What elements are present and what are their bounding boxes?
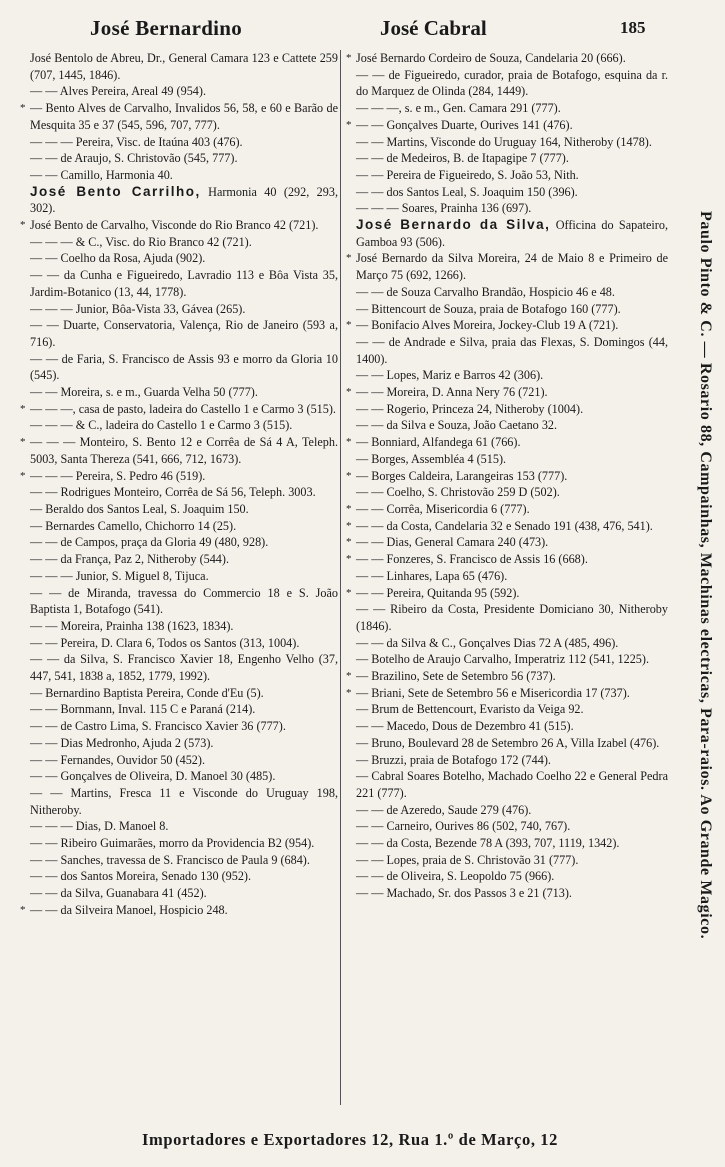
directory-entry [346, 885, 668, 902]
directory-entry [346, 367, 668, 384]
entry-text: — — Martins, Fresca 11 e Visconde do Uruguay 198, Nitheroby. [30, 785, 338, 817]
directory-entry [20, 150, 338, 167]
entry-text: — Bonniard, Alfandega 61 (766). [356, 435, 521, 450]
entry-text: — — Rogerio, Princeza 24, Nitheroby (1004). [356, 401, 584, 416]
entry-text: — — dos Santos Moreira, Senado 130 (952). [30, 869, 252, 884]
entry-text: — — Martins, Visconde do Uruguay 164, Nitheroby (1478). [356, 134, 652, 149]
directory-entry [20, 685, 338, 702]
entry-text: — — Gonçalves Duarte, Ourives 141 (476). [356, 117, 573, 132]
entry-text: — Bento Alves de Carvalho, Invalidos 56, 58, e 60 e Barão de Mesquita 35 e 37 (545, 596, 707, 777). [30, 101, 338, 132]
directory-entry [346, 735, 668, 752]
entry-text: — — da Cunha e Figueiredo, Lavradio 113 e Bôa Vista 35, Jardim-Botanico (13, 44, 1778). [30, 268, 338, 299]
directory-entry [20, 100, 338, 133]
directory-entry [346, 668, 668, 685]
entry-marker: * [20, 903, 26, 916]
directory-entry [20, 401, 338, 418]
entry-marker: * [346, 519, 352, 532]
entry-text: — — de Araujo, S. Christovão (545, 777). [30, 151, 238, 166]
entry-text: — — de Faria, S. Francisco de Assis 93 e morro da Gloria 10 (545). [30, 351, 338, 383]
entry-text: — — da Silveira Manoel, Hospicio 248. [30, 902, 228, 917]
entry-text: — Bittencourt de Souza, praia de Botafogo 160 (777). [356, 301, 621, 316]
entry-text: — — Pereira, D. Clara 6, Todos os Santos (313, 1004). [30, 635, 300, 650]
entry-text: — — —, casa de pasto, ladeira do Castello 1 e Carmo 3 (515). [30, 401, 336, 416]
entry-text: — — Linhares, Lapa 65 (476). [356, 568, 508, 583]
entry-text: — — Bornmann, Inval. 115 C e Paraná (214). [30, 702, 256, 717]
entry-text: José Bernardo da Silva Moreira, 24 de Maio 8 e Primeiro de Março 75 (692, 1266). [356, 251, 668, 283]
entry-text: — — Gonçalves de Oliveira, D. Manoel 30 (485). [30, 769, 276, 784]
directory-entry [346, 835, 668, 852]
directory-entry [346, 434, 668, 451]
entry-text: — Beraldo dos Santos Leal, S. Joaquim 150. [30, 501, 249, 516]
directory-entry [20, 167, 338, 184]
entry-heading: José Bento Carrilho, [30, 183, 201, 199]
directory-entry [346, 468, 668, 485]
entry-text: — — Rodrigues Monteiro, Corrêa de Sá 56, Teleph. 3003. [30, 485, 316, 500]
directory-entry [20, 534, 338, 551]
entry-text: — — — Dias, D. Manoel 8. [30, 819, 169, 834]
entry-marker: * [20, 219, 26, 232]
directory-entry [346, 184, 668, 201]
directory-entry [346, 501, 668, 518]
entry-text: — — da França, Paz 2, Nitheroby (544). [30, 552, 230, 567]
directory-entry [20, 618, 338, 635]
directory-entry [20, 317, 338, 350]
directory-entry [346, 585, 668, 602]
entry-text: — — Dias Medronho, Ajuda 2 (573). [30, 735, 214, 750]
entry-marker: * [346, 553, 352, 566]
directory-entry [346, 334, 668, 367]
directory-entry [20, 184, 338, 217]
entry-text: — — Moreira, Prainha 138 (1623, 1834). [30, 618, 234, 633]
directory-entry [20, 852, 338, 869]
entry-text: — — Corrêa, Misericordia 6 (777). [356, 501, 530, 516]
entry-text: — — da Costa, Bezende 78 A (393, 707, 1119, 1342). [356, 836, 620, 851]
directory-entry [346, 150, 668, 167]
directory-entry [346, 67, 668, 100]
entry-text: — — Fonzeres, S. Francisco de Assis 16 (668). [356, 552, 588, 567]
header-left-title: José Bernardino [90, 16, 243, 40]
entry-text: José Bentolo de Abreu, Dr., General Camara 123 e Cattete 259 (707, 1445, 1846). [30, 51, 338, 82]
directory-entry [346, 134, 668, 151]
entry-marker: * [346, 436, 352, 449]
directory-entry [20, 250, 338, 267]
entry-text: — — dos Santos Leal, S. Joaquim 150 (396). [356, 184, 578, 199]
directory-entry [346, 852, 668, 869]
entry-text: — — Lopes, Mariz e Barros 42 (306). [356, 368, 544, 383]
directory-entry [20, 902, 338, 919]
entry-marker: * [346, 252, 352, 265]
directory-entry [20, 868, 338, 885]
directory-entry [20, 551, 338, 568]
entry-text: — — de Azeredo, Saude 279 (476). [356, 802, 532, 817]
directory-entry [346, 551, 668, 568]
entry-marker: * [346, 118, 352, 131]
directory-entry [20, 234, 338, 251]
page-number: 185 [620, 18, 646, 37]
entry-text: — — Coelho, S. Christovão 259 D (502). [356, 485, 560, 500]
directory-entry [346, 301, 668, 318]
entry-text: — Bernardes Camello, Chichorro 14 (25). [30, 518, 237, 533]
directory-entry [20, 752, 338, 769]
directory-entry [20, 83, 338, 100]
entry-text: — Borges Caldeira, Larangeiras 153 (777). [356, 468, 568, 483]
entry-text: — Briani, Sete de Setembro 56 e Misericordia 17 (737). [356, 685, 630, 700]
directory-entry [346, 217, 668, 250]
directory-entry [20, 50, 338, 83]
entry-text: — — Macedo, Dous de Dezembro 41 (515). [356, 719, 574, 734]
directory-entry [346, 50, 668, 67]
entry-marker: * [20, 436, 26, 449]
entry-text: — — da Silva, Guanabara 41 (452). [30, 886, 207, 901]
directory-entry [20, 351, 338, 384]
directory-entry [346, 518, 668, 535]
entry-text: — — Sanches, travessa de S. Francisco de Paula 9 (684). [30, 852, 310, 867]
entry-text: José Bento de Carvalho, Visconde do Rio Branco 42 (721). [30, 218, 319, 233]
entry-text: — — Moreira, D. Anna Nery 76 (721). [356, 385, 548, 400]
running-header [20, 16, 670, 42]
entry-text: — — Pereira, Quitanda 95 (592). [356, 585, 520, 600]
entry-marker: * [346, 502, 352, 515]
entry-text: — — — Junior, Bôa-Vista 33, Gávea (265). [30, 301, 246, 316]
directory-entry [20, 651, 338, 684]
entry-text: — — de Miranda, travessa do Commercio 18 e S. João Baptista 1, Botafogo (541). [30, 585, 338, 617]
entry-text: — — de Figueiredo, curador, praia de Botafogo, esquina da r. do Marquez de Olinda (284, 1449). [356, 67, 668, 99]
entry-marker: * [346, 319, 352, 332]
directory-entry [346, 685, 668, 702]
entry-marker: * [346, 52, 352, 64]
directory-entry [346, 200, 668, 217]
directory-entry [20, 134, 338, 151]
directory-entry [20, 568, 338, 585]
entry-text: — — de Campos, praça da Gloria 49 (480, 928). [30, 535, 269, 550]
directory-entry [346, 802, 668, 819]
entry-text: — — — Soares, Prainha 136 (697). [356, 201, 532, 216]
column-divider [340, 50, 341, 1105]
entry-text: — Cabral Soares Botelho, Machado Coelho 22 e General Pedra 221 (777). [356, 769, 668, 800]
directory-entry [20, 417, 338, 434]
entry-text: — — de Oliveira, S. Leopoldo 75 (966). [356, 869, 555, 884]
directory-entry [20, 217, 338, 234]
entry-details: Harmonia 40 (292, 293, 302). [30, 184, 338, 216]
directory-entry [346, 635, 668, 652]
side-ad-text: Paulo Pinto & C. — Rosario 88, Campainhas, Machinas electricas, Para-raios. Ao Grande Magico. [697, 210, 714, 940]
footer-advertisement: Importadores e Exportadores 12, Rua 1.º de Março, 12 [142, 1130, 558, 1149]
directory-entry [346, 718, 668, 735]
entry-text: — Bruzzi, praia de Botafogo 172 (744). [356, 752, 551, 767]
entry-marker: * [346, 536, 352, 549]
directory-entry [20, 635, 338, 652]
entry-text: — — da Silva e Souza, João Caetano 32. [356, 418, 558, 433]
directory-entry [20, 785, 338, 818]
entry-text: — — — Pereira, Visc. de Itaúna 403 (476). [30, 134, 243, 149]
directory-entry [20, 434, 338, 467]
entry-marker: * [20, 469, 26, 482]
directory-entry [346, 401, 668, 418]
directory-entry [20, 818, 338, 835]
directory-entry [346, 752, 668, 769]
directory-entry [346, 250, 668, 283]
entry-text: — Bernardino Baptista Pereira, Conde d'Eu (5). [30, 685, 264, 700]
directory-entry [346, 768, 668, 801]
entry-text: — — Lopes, praia de S. Christovão 31 (777). [356, 852, 579, 867]
directory-entry [20, 735, 338, 752]
left-column [20, 50, 338, 919]
entry-text: — — de Medeiros, B. de Itapagipe 7 (777). [356, 151, 569, 166]
directory-entry [20, 835, 338, 852]
directory-entry [346, 868, 668, 885]
directory-entry [346, 568, 668, 585]
entry-marker: * [20, 402, 26, 415]
entry-text: — — Alves Pereira, Areal 49 (954). [30, 84, 206, 99]
entry-marker: * [346, 670, 352, 683]
entry-text: — — — Junior, S. Miguel 8, Tijuca. [30, 568, 209, 583]
directory-entry [20, 701, 338, 718]
directory-entry [346, 451, 668, 468]
directory-entry [20, 501, 338, 518]
entry-text: — — Moreira, s. e m., Guarda Velha 50 (777). [30, 385, 258, 400]
entry-text [30, 184, 338, 217]
entry-text: — — — Pereira, S. Pedro 46 (519). [30, 468, 206, 483]
directory-entry [346, 317, 668, 334]
directory-entry [20, 301, 338, 318]
directory-entry [346, 284, 668, 301]
entry-text: — — de Souza Carvalho Brandão, Hospicio 46 e 48. [356, 284, 615, 299]
directory-entry [346, 384, 668, 401]
directory-entry [20, 384, 338, 401]
entry-text: — Botelho de Araujo Carvalho, Imperatriz 112 (541, 1225). [356, 652, 649, 667]
directory-entry [346, 534, 668, 551]
entry-marker: * [346, 686, 352, 699]
directory-entry [20, 468, 338, 485]
directory-entry [20, 267, 338, 300]
directory-entry [20, 585, 338, 618]
entry-marker: * [346, 469, 352, 482]
directory-entry [346, 484, 668, 501]
entry-text: — — de Castro Lima, S. Francisco Xavier 36 (777). [30, 719, 286, 734]
directory-entry [346, 117, 668, 134]
directory-entry [20, 518, 338, 535]
entry-text: — — de Andrade e Silva, praia das Flexas, S. Domingos (44, 1400). [356, 334, 668, 366]
directory-entry [20, 718, 338, 735]
entry-text: — — Carneiro, Ourives 86 (502, 740, 767). [356, 819, 571, 834]
directory-entry [346, 100, 668, 117]
entry-details: Officina do Sapateiro, Gamboa 93 (506). [356, 218, 668, 249]
directory-entry [346, 601, 668, 634]
entry-text: — — Dias, General Camara 240 (473). [356, 535, 549, 550]
entry-text: — — Fernandes, Ouvidor 50 (452). [30, 752, 205, 767]
entry-text: José Bernardo Cordeiro de Souza, Candelaria 20 (666). [356, 51, 626, 65]
directory-entry [346, 701, 668, 718]
side-advertisement [688, 40, 722, 1110]
directory-entry [20, 768, 338, 785]
entry-marker: * [20, 102, 26, 115]
entry-text: — — Coelho da Rosa, Ajuda (902). [30, 251, 206, 266]
directory-entry [346, 167, 668, 184]
entry-text [356, 217, 668, 250]
entry-text: — Bruno, Boulevard 28 de Setembro 26 A, Villa Izabel (476). [356, 735, 660, 750]
entry-text: — Brum de Bettencourt, Evaristo da Veiga 92. [356, 702, 584, 717]
directory-entry [346, 818, 668, 835]
directory-entry [20, 484, 338, 501]
entry-text: — Bonifacio Alves Moreira, Jockey-Club 19 A (721). [356, 318, 619, 333]
entry-marker: * [346, 586, 352, 599]
entry-text: — — — Monteiro, S. Bento 12 e Corrêa de Sá 4 A, Teleph. 5003, Santa Thereza (541, 666, 712, 1673). [30, 435, 338, 466]
right-column [346, 50, 668, 902]
entry-text: — Borges, Assembléa 4 (515). [356, 451, 507, 466]
entry-marker: * [346, 386, 352, 399]
header-right-title: José Cabral [380, 16, 487, 40]
entry-text: — — da Costa, Candelaria 32 e Senado 191 (438, 476, 541). [356, 518, 653, 533]
entry-text: — — Duarte, Conservatoria, Valença, Rio de Janeiro (593 a, 716). [30, 318, 338, 349]
entry-text: — — Ribeiro da Costa, Presidente Domiciano 30, Nitheroby (1846). [356, 602, 668, 633]
directory-entry [20, 885, 338, 902]
entry-text: — — Machado, Sr. dos Passos 3 e 21 (713). [356, 886, 572, 901]
entry-text: — — Pereira de Figueiredo, S. João 53, Nith. [356, 167, 579, 182]
entry-text: — Brazilino, Sete de Setembro 56 (737). [356, 669, 556, 684]
entry-text: — — da Silva, S. Francisco Xavier 18, Engenho Velho (37, 447, 541, 1838 a, 1852, 1779, 1992). [30, 652, 338, 684]
entry-text: — — —, s. e m., Gen. Camara 291 (777). [356, 101, 561, 116]
directory-entry [346, 651, 668, 668]
entry-text: — — — & C., ladeira do Castello 1 e Carmo 3 (515). [30, 418, 293, 433]
entry-heading: José Bernardo da Silva, [356, 217, 551, 233]
entry-text: — — Camillo, Harmonia 40. [30, 167, 173, 182]
directory-entry [346, 417, 668, 434]
entry-text: — — — & C., Visc. do Rio Branco 42 (721). [30, 234, 252, 249]
entry-text: — — Ribeiro Guimarães, morro da Providencia B2 (954). [30, 836, 315, 851]
entry-text: — — da Silva & C., Gonçalves Dias 72 A (485, 496). [356, 635, 619, 650]
